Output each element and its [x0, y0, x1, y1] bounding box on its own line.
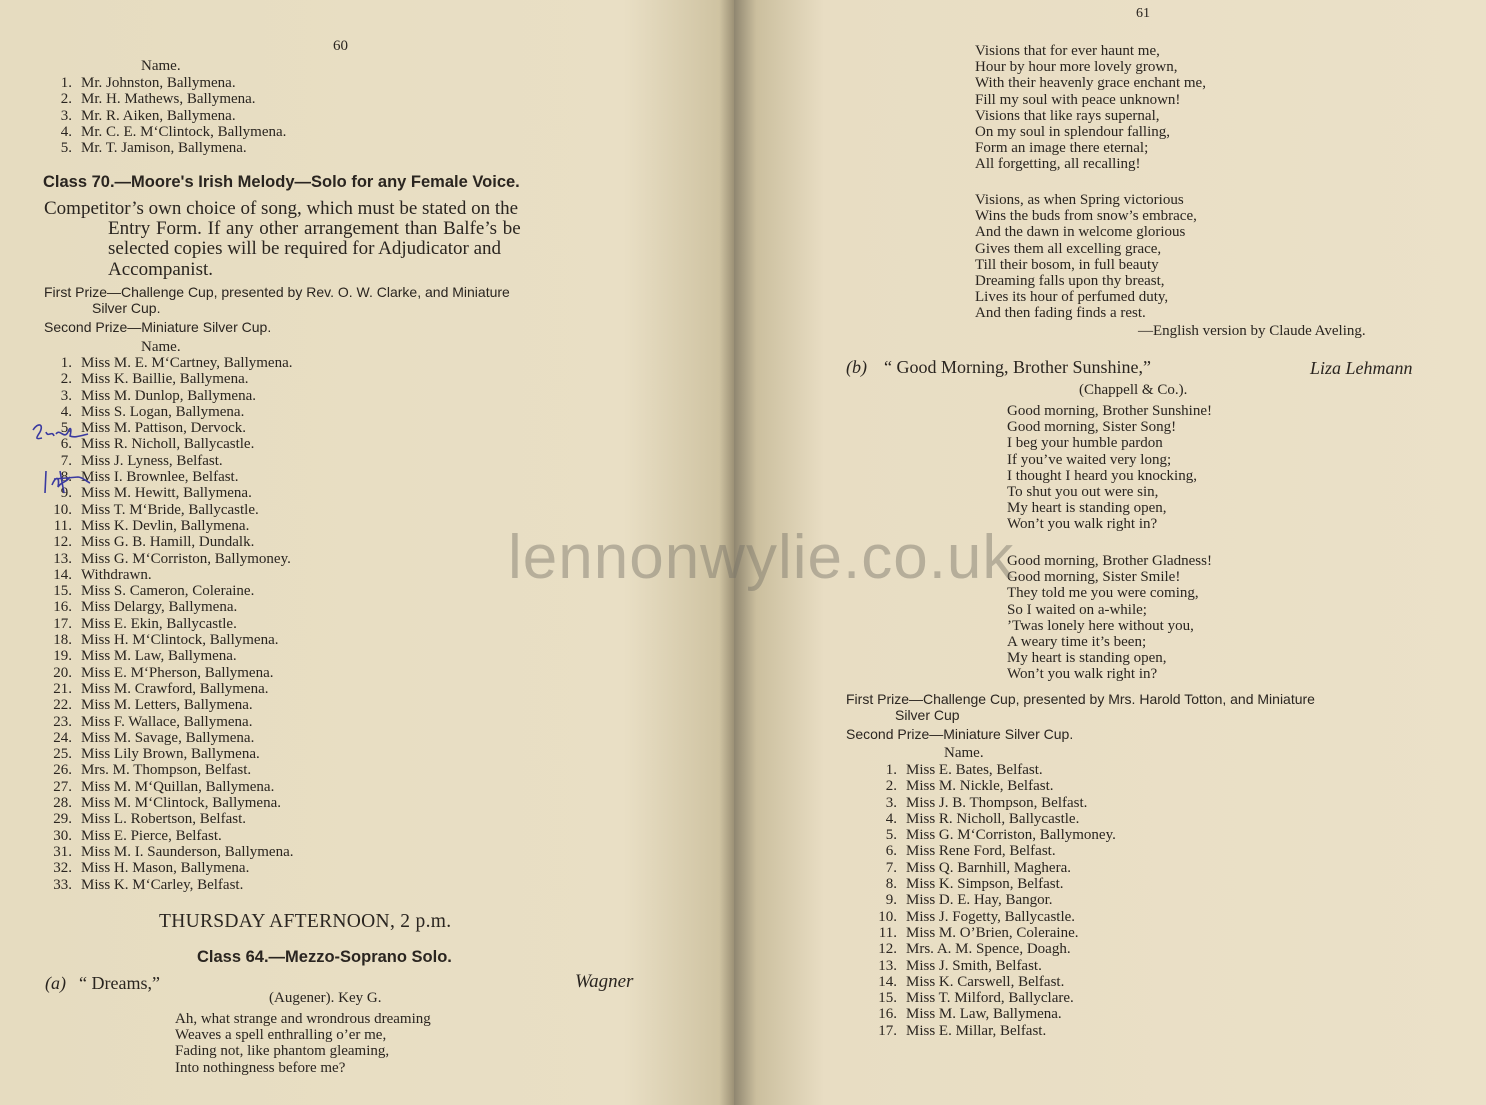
lyric-line: Fading not, like phantom gleaming,: [175, 1043, 390, 1060]
lyric-line: Ah, what strange and wrondrous dreaming: [175, 1011, 431, 1027]
song-a-lyrics-stanza-3: [975, 192, 1197, 322]
page-number: 60: [333, 38, 348, 54]
list-item: 6. Miss R. Nicholl, Ballycastle.: [60, 436, 255, 453]
first-prize-cont: Silver Cup.: [92, 300, 161, 316]
list-item: 22. Miss M. Letters, Ballymena.: [53, 697, 253, 714]
lyric-line: Won’t you walk right in?: [1007, 516, 1158, 533]
lyric-line: Good morning, Brother Sunshine!: [1007, 403, 1212, 419]
list-item: 15. Miss T. Milford, Ballyclare.: [878, 990, 1074, 1007]
lyric-line: Visions that like rays supernal,: [975, 107, 1160, 124]
first-prize-cont: Silver Cup: [895, 707, 960, 723]
first-prize: First Prize—Challenge Cup, presented by Mrs. Harold Totton, and Miniature: [846, 691, 1315, 707]
list-item: 8. Miss I. Brownlee, Belfast.: [60, 469, 239, 486]
list-item: 20. Miss E. M‘Pherson, Ballymena.: [53, 664, 274, 681]
name-column-label: Name.: [944, 745, 984, 761]
lyric-line: Till their bosom, in full beauty: [975, 256, 1159, 273]
song-b-title: “ Good Morning, Brother Sunshine,”: [884, 357, 1151, 377]
list-item: 9. Miss D. E. Hay, Bangor.: [885, 892, 1053, 909]
list-item: 16. Miss M. Law, Ballymena.: [878, 1006, 1062, 1023]
lyric-line: Into nothingness before me?: [175, 1059, 346, 1076]
list-item: 33. Miss K. M‘Carley, Belfast.: [53, 876, 244, 893]
lyric-line: Weaves a spell enthralling o’er me,: [175, 1027, 387, 1044]
list-item: 31. Miss M. I. Saunderson, Ballymena.: [53, 843, 294, 860]
lyric-line: On my soul in splendour falling,: [975, 123, 1170, 140]
list-item: 15. Miss S. Cameron, Coleraine.: [53, 583, 255, 600]
lyric-line: So I waited on a-while;: [1007, 601, 1147, 618]
class-70-description-line: Competitor’s own choice of song, which must be stated on the: [44, 198, 519, 219]
lyric-line: They told me you were coming,: [1007, 585, 1199, 602]
lyric-line: With their heavenly grace enchant me,: [975, 75, 1206, 92]
song-a-label: (a): [45, 973, 66, 993]
session-heading: THURSDAY AFTERNOON, 2 p.m.: [159, 911, 452, 932]
lyric-line: Hour by hour more lovely grown,: [975, 59, 1178, 76]
list-item: 4. Mr. C. E. M‘Clintock, Ballymena.: [60, 123, 287, 140]
list-item: 9. Miss M. Hewitt, Ballymena.: [60, 485, 252, 502]
list-item: 3. Miss M. Dunlop, Ballymena.: [60, 387, 256, 404]
class-64-heading: Class 64.—Mezzo-Soprano Solo.: [197, 948, 452, 966]
song-a-lyrics: [175, 1011, 431, 1076]
list-item: 19. Miss M. Law, Ballymena.: [53, 648, 237, 665]
list-item: 29. Miss L. Robertson, Belfast.: [53, 811, 246, 828]
list-item: 6. Miss Rene Ford, Belfast.: [885, 843, 1056, 860]
class-64-competitor-list: [869, 762, 1116, 1039]
lyric-line: And then fading finds a rest.: [975, 305, 1146, 322]
first-prize: First Prize—Challenge Cup, presented by Rev. O. W. Clarke, and Miniature: [44, 284, 510, 300]
song-b-publisher: (Chappell & Co.).: [1079, 382, 1188, 398]
lyric-line: Good morning, Brother Gladness!: [1007, 553, 1212, 569]
lyric-line: Wins the buds from snow’s embrace,: [975, 208, 1197, 225]
list-item: 13. Miss J. Smith, Belfast.: [878, 957, 1042, 974]
list-item: 8. Miss K. Simpson, Belfast.: [885, 876, 1064, 893]
list-item: 18. Miss H. M‘Clintock, Ballymena.: [53, 632, 279, 649]
list-item: 13. Miss G. M‘Corriston, Ballymoney.: [53, 550, 291, 567]
list-item: 16. Miss Delargy, Ballymena.: [53, 599, 238, 616]
list-item: 2. Mr. H. Mathews, Ballymena.: [60, 91, 256, 108]
second-prize: Second Prize—Miniature Silver Cup.: [44, 319, 272, 335]
name-column-label: Name.: [141, 339, 181, 355]
list-item: 1. Miss M. E. M‘Cartney, Ballymena.: [60, 355, 293, 371]
list-item: 5. Miss M. Pattison, Dervock.: [60, 420, 246, 437]
list-item: 1. Miss E. Bates, Belfast.: [885, 762, 1043, 778]
list-item: 11. Miss M. O’Brien, Coleraine.: [878, 924, 1079, 941]
lyric-line: Gives them all excelling grace,: [975, 240, 1162, 257]
lyric-line: Fill my soul with peace unknown!: [975, 91, 1181, 108]
list-item: 5. Mr. T. Jamison, Ballymena.: [60, 140, 247, 157]
list-item: 11. Miss K. Devlin, Ballymena.: [53, 517, 250, 534]
watermark: lennonwylie.co.uk: [508, 523, 1015, 592]
lyric-line: ’Twas lonely here without you,: [1007, 617, 1194, 634]
class-70-description-line: Entry Form. If any other arrangement than Balfe’s be: [108, 218, 521, 239]
lyric-line: And the dawn in welcome glorious: [975, 224, 1186, 241]
lyric-line: Form an image there eternal;: [975, 140, 1149, 157]
song-a-title: “ Dreams,”: [79, 973, 160, 993]
song-b-label: (b): [846, 357, 867, 377]
lyric-line: My heart is standing open,: [1007, 650, 1167, 667]
translation-attribution: —English version by Claude Aveling.: [1138, 323, 1366, 339]
list-item: 5. Miss G. M‘Corriston, Ballymoney.: [885, 827, 1116, 844]
lyric-line: Won’t you walk right in?: [1007, 666, 1158, 683]
list-item: 7. Miss J. Lyness, Belfast.: [60, 452, 223, 469]
list-item: 12. Miss G. B. Hamill, Dundalk.: [53, 534, 255, 551]
list-item: 7. Miss Q. Barnhill, Maghera.: [885, 859, 1071, 876]
lyric-line: If you’ve waited very long;: [1007, 451, 1172, 468]
list-item: 25. Miss Lily Brown, Ballymena.: [53, 746, 260, 763]
list-item: 3. Mr. R. Aiken, Ballymena.: [60, 107, 236, 124]
lyric-line: A weary time it’s been;: [1007, 633, 1147, 650]
song-b-composer: Liza Lehmann: [1310, 358, 1413, 378]
list-item: 32. Miss H. Mason, Ballymena.: [53, 860, 250, 877]
second-prize: Second Prize—Miniature Silver Cup.: [846, 726, 1074, 742]
lyric-line: Good morning, Sister Song!: [1007, 419, 1177, 436]
list-item: 2. Miss K. Baillie, Ballymena.: [60, 371, 249, 388]
lyric-line: I thought I heard you knocking,: [1007, 467, 1197, 484]
page-number: 61: [1136, 6, 1150, 21]
list-item: 17. Miss E. Ekin, Ballycastle.: [53, 615, 237, 632]
list-item: 28. Miss M. M‘Clintock, Ballymena.: [53, 795, 281, 812]
list-item: 4. Miss S. Logan, Ballymena.: [60, 403, 245, 420]
list-item: 30. Miss E. Pierce, Belfast.: [53, 827, 222, 844]
list-item: 10. Miss J. Fogetty, Ballycastle.: [878, 908, 1076, 925]
lyric-line: To shut you out were sin,: [1007, 483, 1159, 500]
list-item: 14. Miss K. Carswell, Belfast.: [878, 973, 1065, 990]
list-item: 10. Miss T. M‘Bride, Ballycastle.: [53, 501, 259, 518]
lyric-line: Dreaming falls upon thy breast,: [975, 272, 1165, 289]
song-b-lyrics-stanza-1: [1007, 403, 1212, 533]
list-item: 17. Miss E. Millar, Belfast.: [878, 1022, 1047, 1039]
list-item: 12. Mrs. A. M. Spence, Doagh.: [878, 941, 1071, 958]
list-item: 26. Mrs. M. Thompson, Belfast.: [53, 762, 252, 779]
song-a-composer: Wagner: [575, 971, 634, 992]
list-item: 24. Miss M. Savage, Ballymena.: [53, 729, 255, 746]
list-item: 21. Miss M. Crawford, Ballymena.: [53, 680, 269, 697]
song-a-publisher: (Augener). Key G.: [269, 990, 382, 1006]
class-70-heading: Class 70.—Moore's Irish Melody—Solo for any Female Voice.: [43, 173, 520, 191]
lyric-line: All forgetting, all recalling!: [975, 156, 1141, 173]
name-column-label: Name.: [141, 58, 181, 74]
lyric-line: My heart is standing open,: [1007, 500, 1167, 517]
handwritten-2nd-annotation: [30, 418, 90, 444]
top-name-list: [44, 75, 286, 156]
lyric-line: Good morning, Sister Smile!: [1007, 569, 1181, 586]
list-item: 1. Mr. Johnston, Ballymena.: [60, 75, 236, 91]
class-70-description-line: Accompanist.: [108, 259, 214, 280]
class-70-description-line: selected copies will be required for Adjudicator and: [108, 238, 502, 259]
list-item: 23. Miss F. Wallace, Ballymena.: [53, 713, 253, 730]
list-item: 27. Miss M. M‘Quillan, Ballymena.: [53, 778, 275, 795]
list-item: 2. Miss M. Nickle, Belfast.: [885, 778, 1054, 795]
song-a-lyrics-stanza-2: [975, 43, 1206, 173]
list-item: 14. Withdrawn.: [53, 566, 152, 583]
lyric-line: I beg your humble pardon: [1007, 435, 1163, 452]
lyric-line: Visions that for ever haunt me,: [975, 43, 1160, 59]
lyric-line: Lives its hour of perfumed duty,: [975, 289, 1169, 306]
lyric-line: Visions, as when Spring victorious: [975, 192, 1184, 208]
handwritten-1st-annotation: [40, 465, 92, 495]
list-item: 3. Miss J. B. Thompson, Belfast.: [885, 794, 1088, 811]
list-item: 4. Miss R. Nicholl, Ballycastle.: [885, 810, 1080, 827]
song-b-lyrics-stanza-2: [1007, 553, 1212, 683]
